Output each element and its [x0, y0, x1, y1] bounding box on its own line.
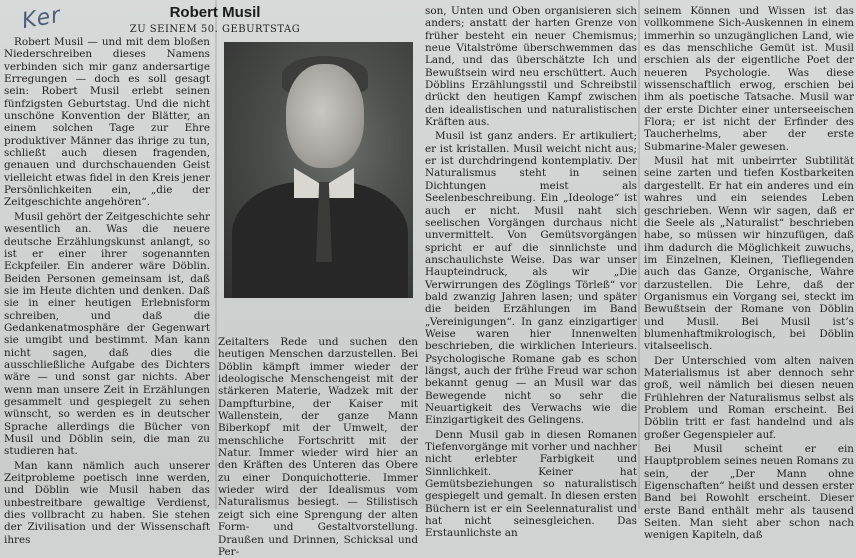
column-fold-line	[215, 0, 217, 509]
paragraph: son, Unten und Oben organisieren sich anders; anstatt der harten Grenze von früher besteht ein neuer Chemismus; neue Vitalströme überschwemmen das Land, und das überschätzte Ich und Bewußtsein wird neu erschüttert. Auch Döblins Erzählungsstil und Schreibstil drückt den heutigen Kampf zwischen den idealistischen und naturalistischen Kräften aus.	[425, 5, 637, 129]
paragraph: Man kann nämlich auch unserer Zeitprobleme poetisch inne werden, und Döblin wie Musil haben das unbestreitbare gewaltige Verdienst, dies vollbracht zu haben. Sie stehen der Zivilisation und der Wissenschaft ihres	[4, 459, 210, 546]
portrait-photo-icon	[224, 42, 413, 298]
paragraph: Robert Musil — und mit dem bloßen Niederschreiben dieses Namens verbinden sich mir ganz andersartige Erregungen — doch es soll gesagt sein: Robert Musil erlebt seinen fünfzigsten Geburtstag. Und die nicht unschöne Konvention der Blätter, an einem solchen Tage zur Ehre produktiver Männer das ihrige zu tun, schließt auch diesen fragenden, genauen und durchschauenden Geist vielleicht etwas fidel in den Kreis jener Persönlichkeiten ein, „die der Zeitgeschichte angehören“.	[4, 36, 210, 209]
paragraph: Zeitalters Rede und suchen den heutigen Menschen darzustellen. Bei Döblin kämpft immer wieder der ideologische Menschengeist mit der stärkeren Materie, Wadzek mit der Dampfturbine, der Kaiser mit Wallenstein, der ganze Mann Biberkopf mit der Umwelt, der menschliche Fortschritt mit der Natur. Immer wieder wird hier an den Kräften des Unteren das Obere zu einer Donquichotterie. Immer wieder wird der Idealismus vom Naturalismus besiegt. — Stilistisch zeigt sich eine Sprengung der alten Form- und Gestaltvorstellung. Draußen und Drinnen, Schicksal und Per-	[218, 336, 418, 558]
column-fold-line	[638, 0, 640, 509]
article-column-4	[644, 5, 854, 542]
paragraph: Musil gehört der Zeitgeschichte sehr wesentlich an. Was die neuere deutsche Erzählungskunst anlangt, so ist er einer ihrer sogenannten Eckpfeiler. Ein anderer wäre Döblin. Beiden Personen gemeinsam ist, daß sie im Heute dichten und denken. Daß sie in einer heutigen Erlebnisform schreiben, und daß die Gedankenatmosphäre der Gegenwart sie umgibt und bestimmt. Man kann nicht sagen, daß dies die ausschließliche Aufgabe des Dichters wäre — und sonst gar nichts. Aber wenn man unsere Zeit in Erzählungen gesammelt und gespiegelt zu sehen wünscht, so werden es in deutscher Sprache allerdings die Bücher von Musil und Döblin sein, die man zu studieren hat.	[4, 210, 210, 458]
paragraph: Musil ist ganz anders. Er artikuliert; er ist kristallen. Musil weicht nicht aus; er ist durchdringend kontemplativ. Der Naturalismus steht in seinen Dichtungen meist als Seelenbeschreibung. Ein „Ideologe“ ist auch er nicht. Musil naht sich seelischen Vorgängen durchaus nicht unvermittelt. Von Gemütsvorgängen spricht er auf die sinnlichste und anschaulichste Weise. Das war unser Haupteindruck, als wir „Die Verwirrungen des Zöglings Törleß“ vor bald zwanzig Jahren lasen; und später die beiden Erzählungen im Band „Vereinigungen“. In ganz einzigartiger Weise waren hier Innenwelten beschrieben, die wirklichen Interieurs. Psychologische Romane gab es schon längst, auch der frühe Freud war schon bekannt genug — an Musil war das Bewegende nicht so sehr die Neuartigkeit des Verwachs wie die Einzigartigkeit des Gelingens.	[425, 130, 637, 427]
paragraph: Bei Musil scheint er ein Hauptproblem seines neuen Romans zu sein, der „Der Mann ohne Eigenschaften“ heißt und dessen erster Band bei Rowohlt erscheint. Dieser erste Band enthält mehr als tausend Seiten. Man sieht aber schon nach wenigen Kapiteln, daß	[644, 443, 854, 542]
portrait-face	[286, 64, 364, 168]
paragraph: Musil hat mit unbeirrter Subtilität seine zarten und tiefen Kostbarkeiten dargestellt. Er hat ein anderes und ein wahres und ein seiendes Leben geschrieben. Wenn wir sagen, daß er die Seele als „Naturalist“ beschrieben habe, so müssen wir hinzufügen, daß ihm dadurch die Möglichkeit zuwuchs, im Einzelnen, Kleinen, Tiefliegenden auch das Ganze, Organische, Wahre darzustellen. Die Lehre, daß der Organismus ein Vorgang sei, steckt im Bewußtsein der Romane von Döblin und Musil. Bei Musil ist’s blumenhaftmikrologisch, bei Döblin vitalseelisch.	[644, 155, 854, 353]
article-column-2	[218, 336, 418, 558]
article-subtitle: ZU SEINEM 50. GEBURTSTAG	[129, 24, 301, 35]
article-header	[112, 4, 318, 37]
paragraph: Der Unterschied vom alten naiven Materialismus ist aber dennoch sehr groß, weil nämlich bei diesen neuen Frühlehren der Naturalismus selbst als Problem und Roman erscheint. Bei Döblin tritt er fast handelnd und als großer Gegenspieler auf.	[644, 354, 854, 441]
article-column-3	[425, 5, 637, 540]
handwritten-mark: Ker	[20, 2, 64, 35]
article-title: Robert Musil	[169, 4, 261, 21]
paragraph: Denn Musil gab in diesen Romanen Tiefenvorgänge mit vorher und nachher nicht erlebter Farbigkeit und Sinnlichkeit. Keiner hat Gemütsbeziehungen so naturalistisch gespiegelt und gemalt. In diesen ersten Büchern ist er ein Seelennaturalist und hat nicht seinesgleichen. Das Erstaunlichste an	[425, 428, 637, 540]
article-column-1	[4, 36, 210, 546]
paragraph: seinem Können und Wissen ist das vollkommene Sich-Auskennen in einem immerhin so unzugänglichen Land, wie es das menschliche Gemüt ist. Musil erschien als der eigentliche Poet der neueren Psychologie. Was diese wissenschaftlich erwog, erschien bei ihm als poetische Tatsache. Musil war der erste Dichter einer unterseeischen Flora; er ist nicht der Erfinder des Taucherhelms, aber der erste Submarine-Maler gewesen.	[644, 5, 854, 153]
